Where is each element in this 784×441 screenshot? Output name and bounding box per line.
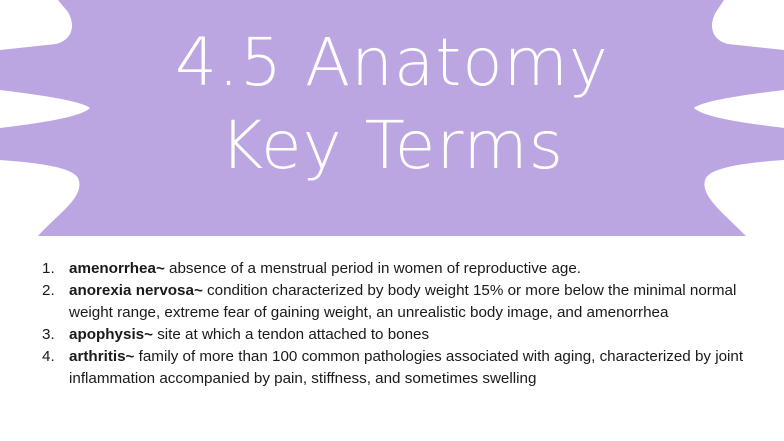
term-item xyxy=(0,258,784,280)
term-word: amenorrhea~ xyxy=(69,260,165,277)
term-definition: family of more than 100 common pathologies associated with aging, characterized by joint inflammation accompanied by pain, stiffness, and sometimes swelling xyxy=(69,348,744,387)
term-number: 4. xyxy=(42,348,55,365)
term-item xyxy=(0,346,784,390)
term-word: arthritis~ xyxy=(69,348,135,365)
term-number: 3. xyxy=(42,326,55,343)
title-line-1: 4.5 Anatomy xyxy=(175,24,609,101)
term-word: apophysis~ xyxy=(69,326,153,343)
term-word: anorexia nervosa~ xyxy=(69,282,203,299)
term-item xyxy=(0,324,784,346)
term-definition: condition characterized by body weight 15% or more below the minimal normal weight range, extreme fear of gaining weight, an unrealistic body image, and amenorrhea xyxy=(69,282,737,321)
term-number: 1. xyxy=(42,260,55,277)
term-number: 2. xyxy=(42,282,55,299)
key-terms-list xyxy=(0,258,784,390)
term-definition: site at which a tendon attached to bones xyxy=(152,326,430,343)
term-definition: absence of a menstrual period in women of reproductive age. xyxy=(164,260,582,277)
title-line-2: Key Terms xyxy=(220,107,564,184)
term-item xyxy=(0,280,784,324)
